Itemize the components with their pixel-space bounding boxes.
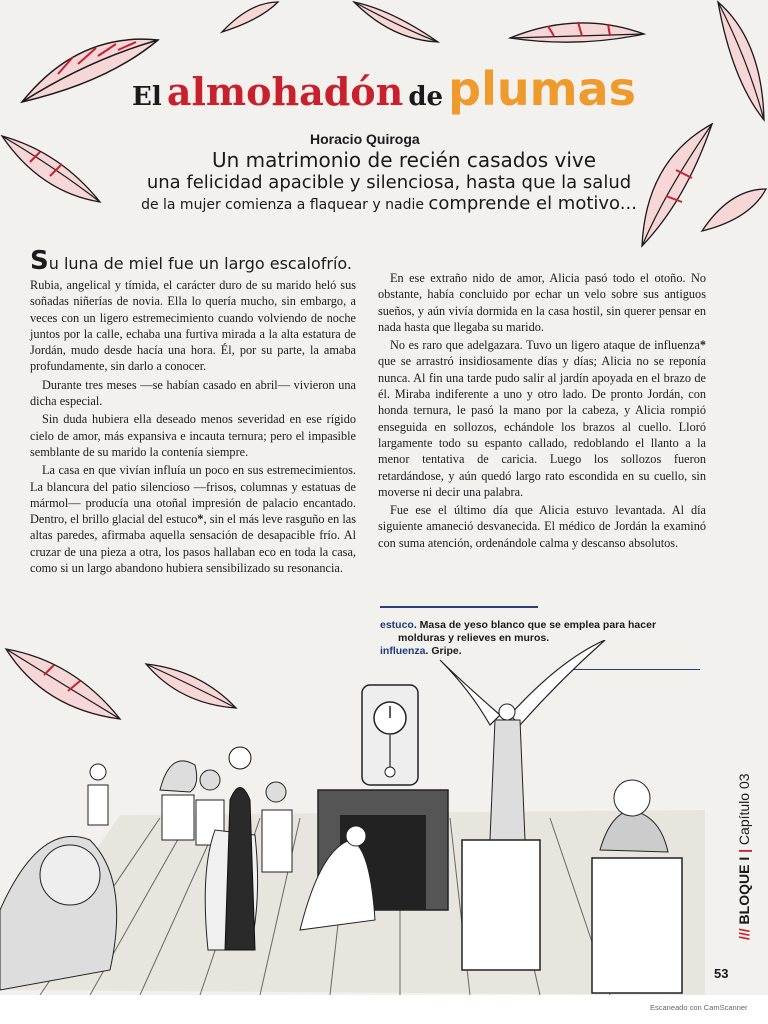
glossary-term: estuco [380, 619, 414, 631]
title-word-almohadon: almohadón [166, 69, 404, 114]
title-word-de: de [408, 82, 444, 112]
glossary-definition: . Gripe. [425, 645, 462, 657]
salon-illustration [0, 640, 705, 995]
drop-cap: S [30, 246, 49, 276]
paragraph [30, 462, 356, 576]
page-number: 53 [714, 966, 729, 981]
glossary-definition: . Masa de yeso blanco que se emplea para hacer [413, 619, 657, 631]
paragraph-part: La casa en que vivían influía un poco en sus estremecimientos. La blancura del patio silencioso —frisos, columnas y estatuas de mármol— producía una otoñal impresión de palacio encantado. Dentro, el brillo glacial del estuco [30, 463, 356, 527]
feather-icon [220, 0, 280, 35]
paragraph: Rubia, angelical y tímida, el carácter duro de su marido heló sus soñadas niñerías de novia. Ella lo quería mucho, sin embargo, a veces con un ligero estremecimiento cuando volviendo de noche juntos por la calle, echaba una furtiva mirada a la alta estatura de Jordán, mudo desde hacía una hora. Él, por su parte, la amaba profundamente, sin darlo a conocer. [30, 278, 356, 374]
subtitle [0, 148, 768, 214]
paragraph: Sin duda hubiera ella deseado menos severidad en ese rígido cielo de amor, más expansiva e incauta ternura; pero el impasible semblante de su marido la contenía siempre. [30, 412, 356, 459]
glossary-entry [380, 619, 680, 632]
page-title [0, 62, 768, 116]
author-name: Horacio Quiroga [310, 131, 420, 147]
subtitle-line-3-small: de la mujer comienza a flaquear y nadie [141, 197, 424, 213]
glossary-divider [380, 606, 538, 608]
title-word-el: El [132, 82, 162, 112]
side-bloque: BLOQUE I [736, 856, 752, 925]
chapter-side-label [736, 773, 752, 940]
paragraph: Fue ese el último día que Alicia estuvo levantada. Al día siguiente amaneció desvanecida. El médico de Jordán la examinó con suma atención, ordenándole calma y descanso absolutos. [378, 503, 706, 550]
subtitle-line-3 [10, 193, 768, 214]
paragraph-part: , sin el más leve rasguño en las altas paredes, afirmaba aquella sensación de desapacible frío. Al cruzar de una pieza a otra, los pasos hallaban eco en toda la casa, como si un largo abandono hubiera sensibilizado su resonancia. [30, 512, 356, 576]
glossary-term: influenza [380, 645, 426, 657]
subtitle-line-3-big: comprende el motivo... [428, 193, 637, 214]
paragraph: Durante tres meses —se habían casado en abril— vivieron una dicha especial. [30, 377, 356, 409]
side-capitulo: Capítulo 03 [736, 773, 752, 846]
side-slashes: /// [736, 928, 752, 940]
side-bar: | [736, 848, 752, 853]
subtitle-line-1: Un matrimonio de recién casados vive [211, 148, 597, 172]
paragraph-part: No es raro que adelgazara. Tuvo un ligero ataque de influenza [390, 338, 700, 353]
title-word-plumas: plumas [448, 62, 636, 116]
footnote-marker: * [197, 512, 204, 527]
scanner-watermark: Escaneado con CamScanner [650, 1003, 748, 1012]
paragraph: En ese extraño nido de amor, Alicia pasó todo el otoño. No obstante, había concluido por echar un velo sobre sus antiguos sueños, y aún vivía dormida en la casa hostil, sin querer pensar en nada hasta que llegaba su marido. [378, 271, 706, 334]
footnote-marker: * [699, 338, 706, 353]
left-column [30, 246, 356, 578]
feather-icon [508, 12, 648, 44]
glossary-definition-cont: molduras y relieves en muros. [398, 632, 550, 644]
feather-icon [352, 0, 442, 45]
paragraph [378, 337, 706, 500]
paragraph-part: que se arrastró insidiosamente días y días; Alicia no se reponía nunca. Al fin una tarde pudo salir al jardín apoyada en el brazo de él. Miraba indiferente a uno y otro lado. De pronto Jordán, con honda ternura, le pasó la mano por la cabeza, y Alicia rompió enseguida en sollozos, echándole los brazos al cuello. Lloró largamente todo su espanto callado, redoblando el llanto a la menor tentativa de caricia. Luego los sollozos fueron retardándose, y aún quedó largo rato escondida en su cuello, sin moverse ni decir una palabra. [378, 354, 706, 499]
right-column [378, 270, 706, 553]
lead-rest: u luna de miel fue un largo escalofrío. [48, 254, 352, 273]
lead-sentence [30, 246, 356, 276]
subtitle-line-2: una felicidad apacible y silenciosa, hasta que la salud [146, 172, 632, 193]
